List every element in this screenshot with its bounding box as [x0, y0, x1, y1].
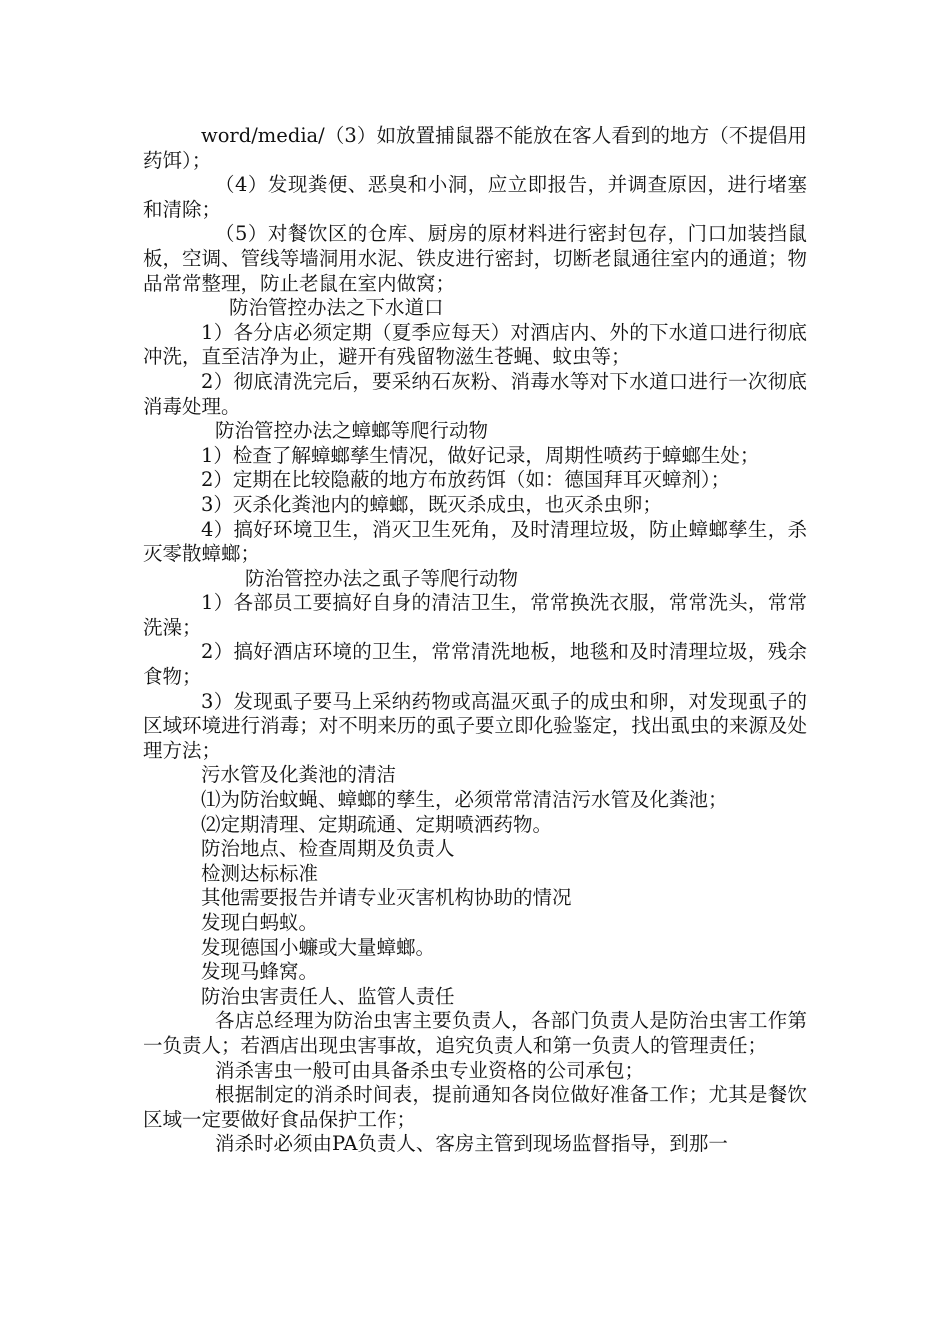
- paragraph-contractor: 消杀害虫一般可由具备杀虫专业资格的公司承包；: [215, 1058, 645, 1082]
- paragraph-drain-flush: 1）各分店必须定期（夏季应每天）对酒店内、外的下水道口进行彻底冲洗，直至洁净为止，避开有残留物滋生苍蝇、蚊虫等；: [143, 320, 807, 369]
- paragraph-cockroach-septic: 3）灭杀化粪池内的蟑螂，既灭杀成虫，也灭杀虫卵；: [201, 492, 662, 516]
- paragraph-supervision: 消杀时必须由PA负责人、客房主管到现场监督指导，到那一: [215, 1132, 728, 1156]
- paragraph-cockroach-check: 1）检查了解蟑螂孳生情况，做好记录，周期性喷药于蟑螂生处；: [201, 443, 760, 467]
- document-page: [143, 124, 807, 1157]
- list-item-german-cockroach: 发现德国小蠊或大量蟑螂。: [201, 935, 436, 959]
- paragraph-cockroach-hygiene: 4）搞好环境卫生，消灭卫生死角，及时清理垃圾，防止蟑螂孳生，杀灭零散蟑螂；: [143, 517, 807, 566]
- heading-cockroach: 防治管控办法之蟑螂等爬行动物: [215, 419, 489, 443]
- paragraph-sealing: （5）对餐饮区的仓库、厨房的原材料进行密封包存，门口加装挡鼠板，空调、管线等墙洞用水泥、铁皮进行密封，切断老鼠通往室内的通道；物品常常整理，防止老鼠在室内做窝；: [143, 222, 807, 295]
- paragraph-schedule: 根据制定的消杀时间表，提前通知各岗位做好准备工作；尤其是餐饮区域一定要做好食品保护工作；: [143, 1083, 807, 1131]
- paragraph-cockroach-bait: 2）定期在比较隐蔽的地方布放药饵（如：德国拜耳灭蟑剂）；: [201, 468, 731, 492]
- heading-drain: 防治管控办法之下水道口: [229, 296, 444, 320]
- paragraph-sewage-2: ⑵定期清理、定期疏通、定期喷洒药物。: [201, 812, 553, 836]
- paragraph-lice-environment: 2）搞好酒店环境的卫生，常常清洗地板，地毯和及时清理垃圾，残余食物；: [143, 640, 807, 689]
- heading-lice: 防治管控办法之虱子等爬行动物: [245, 566, 519, 590]
- heading-professional-help: 其他需要报告并请专业灭害机构协助的情况: [201, 886, 572, 910]
- paragraph-lice-treatment: 3）发现虱子要马上采纳药物或高温灭虱子的成虫和卵，对发现虱子的区域环境进行消毒；对不明来历的虱子要立即化验鉴定，找出虱虫的来源及处理方法；: [143, 689, 807, 762]
- list-item-termites: 发现白蚂蚁。: [201, 911, 319, 934]
- paragraph-rat-trap: word/media/（3）如放置捕鼠器不能放在客人看到的地方（不提倡用药饵）；: [143, 124, 807, 172]
- paragraph-droppings: （4）发现粪便、恶臭和小洞，应立即报告，并调查原因，进行堵塞和清除；: [143, 173, 807, 221]
- paragraph-general-manager: 各店总经理为防治虫害主要负责人，各部门负责人是防治虫害工作第一负责人；若酒店出现虫害事故，追究负责人和第一负责人的管理责任；: [143, 1009, 807, 1057]
- heading-responsibility: 防治虫害责任人、监管人责任: [201, 984, 455, 1008]
- paragraph-lice-staff: 1）各部员工要搞好自身的清洁卫生，常常换洗衣服，常常洗头，常常洗澡；: [143, 591, 807, 639]
- heading-locations: 防治地点、检查周期及负责人: [201, 837, 455, 861]
- list-item-hornet-nest: 发现马蜂窝。: [201, 960, 319, 984]
- paragraph-sewage-1: ⑴为防治蚊蝇、蟑螂的孳生，必须常常清洁污水管及化粪池；: [201, 788, 728, 812]
- heading-sewage: 污水管及化粪池的清洁: [201, 763, 397, 787]
- paragraph-drain-disinfect: 2）彻底清洗完后，要采纳石灰粉、消毒水等对下水道口进行一次彻底消毒处理。: [143, 369, 807, 418]
- heading-standards: 检测达标标准: [201, 861, 319, 885]
